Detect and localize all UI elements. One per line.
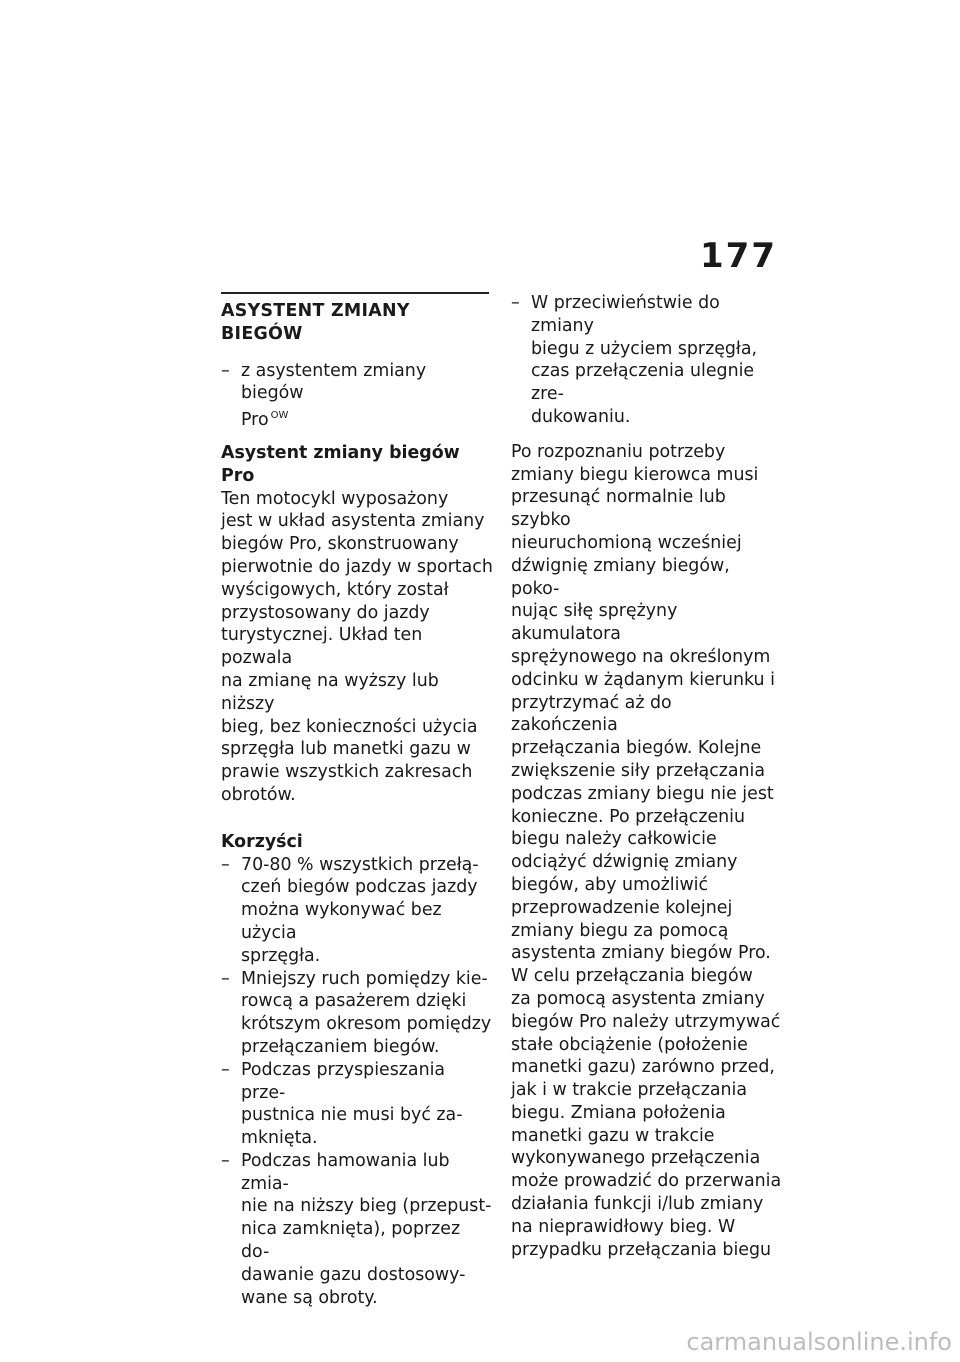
left-column (221, 292, 493, 1309)
ow-superscript: OW (270, 410, 289, 422)
section-title: ASYSTENT ZMIANY BIEGÓW (221, 292, 489, 352)
subheading-assistant: Asystent zmiany biegów Pro (221, 442, 460, 486)
benefit-item: – Podczas przyspieszania prze- pustnica nie musi być za- mknięta. (221, 1059, 493, 1150)
paragraph-operation: Po rozpoznaniu potrzeby zmiany biegu kierowca musi przesunąć normalnie lub szybko nieuruchomioną wcześniej dźwignię zmiany biegów, poko- nując siłę sprężyny akumulatora sprężynowego na określonym odcinku w żądanym kierunku i przytrzymać aż do zakończenia przełączania biegów. Kolejne zwiększenie siły przełączania podczas zmiany biegu nie jest konieczne. Po przełączeniu biegu należy całkowicie odciążyć dźwignię zmiany biegów, aby umożliwić przeprowadzenie kolejnej zmiany biegu za pomocą asystenta zmiany biegów Pro. W celu przełączania biegów za pomocą asystenta zmiany biegów Pro należy utrzymywać stałe obciążenie (położenie manetki gazu) zarówno przed, jak i w trakcie przełączania biegu. Zmiana położenia manetki gazu w trakcie wykonywanego przełączenia może prowadzić do przerwania działania funkcji i/lub zmiany na nieprawidłowy bieg. W przypadku przełączania biegu (511, 441, 782, 1260)
benefit-item-continued: – W przeciwieństwie do zmiany biegu z użyciem sprzęgła, czas przełączenia ulegnie zre- dukowaniu. (511, 292, 783, 429)
watermark-footer: carmanualsonline.info (686, 1328, 952, 1356)
intro-bullet-text: z asystentem zmiany biegów Pro (241, 360, 427, 431)
paragraph-description: Ten motocykl wyposażony jest w układ asystenta zmiany biegów Pro, skonstruowany pierwotnie do jazdy w sportach wyścigowych, który został przystosowany do jazdy turystycznej. Układ ten pozwala na zmianę na wyższy lub niższy bieg, bez konieczności użycia sprzęgła lub manetki gazu w prawie wszystkich zakresach obrotów. (221, 488, 493, 805)
benefit-item: – Mniejszy ruch pomiędzy kie- rowcą a pasażerem dzięki krótszym okresom pomiędzy przełączaniem biegów. (221, 968, 493, 1059)
benefit-item: – 70-80 % wszystkich przełą- czeń biegów podczas jazdy można wykonywać bez użycia sprzęgła. (221, 854, 493, 968)
subheading-benefits: Korzyści (221, 831, 303, 852)
right-column (511, 292, 783, 1261)
intro-bullet (221, 360, 493, 432)
page-number: 177 (700, 236, 777, 276)
benefit-item: – Podczas hamowania lub zmia- nie na niższy bieg (przepust- nica zamknięta), poprzez do- dawanie gazu dostosowy- wane są obroty. (221, 1150, 493, 1310)
